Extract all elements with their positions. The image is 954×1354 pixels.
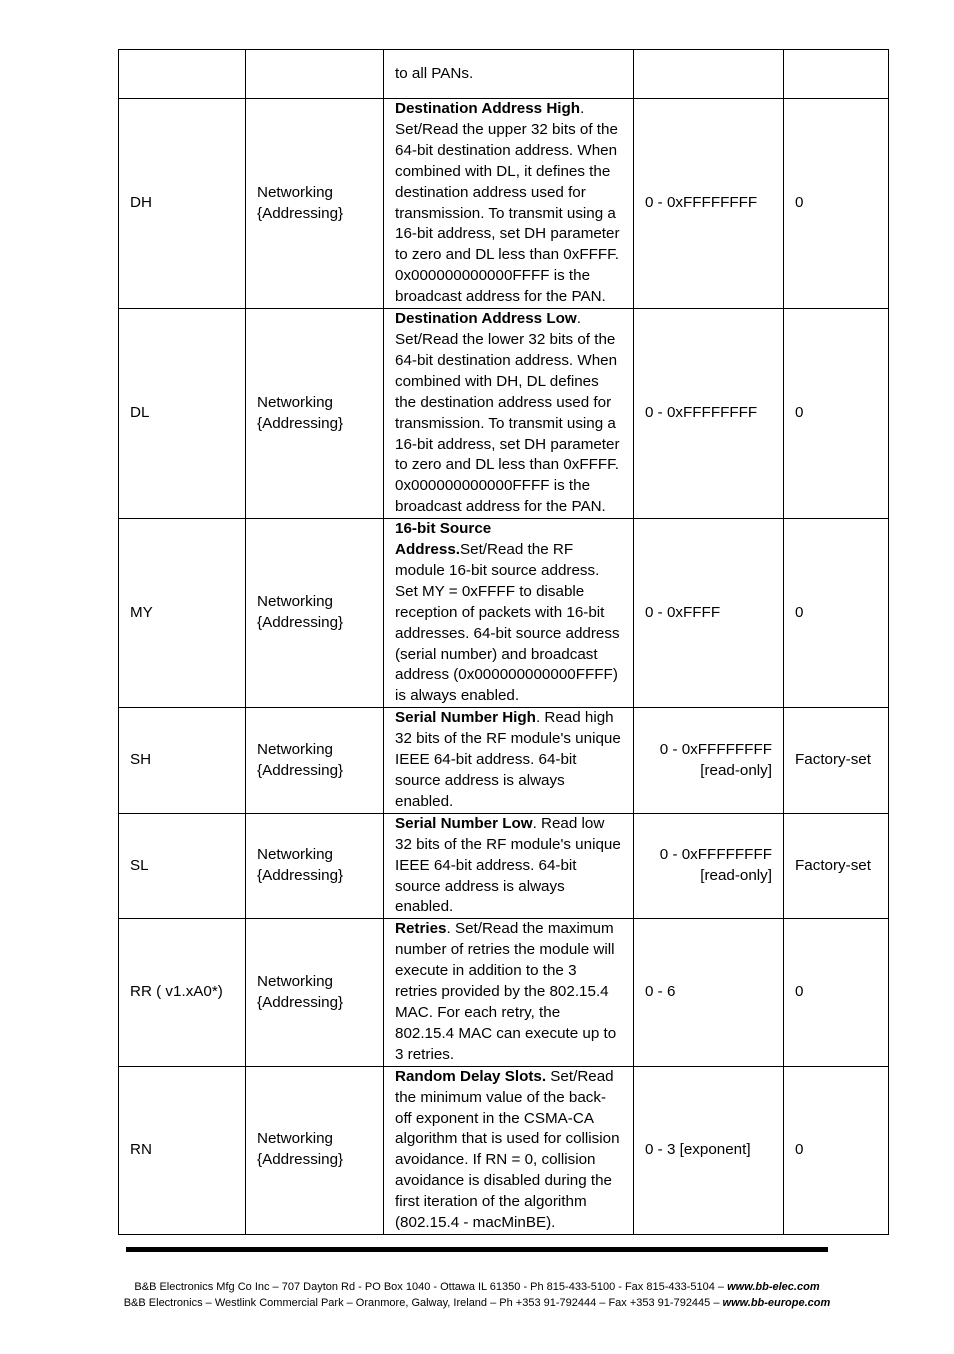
- description-cell: [384, 50, 634, 99]
- command-cell: SL: [119, 813, 246, 919]
- range-cell: [634, 708, 784, 814]
- parameter-table: [118, 49, 889, 1235]
- range-value: 0 - 0xFFFFFFFF: [645, 404, 758, 422]
- footer-line-europe: [0, 1297, 954, 1309]
- category-cell: Networking {Addressing}: [246, 919, 384, 1066]
- default-cell: 0: [784, 309, 889, 519]
- category-cell: Networking {Addressing}: [246, 519, 384, 708]
- command-cell: SH: [119, 708, 246, 814]
- range-value: 0 - 0xFFFF: [645, 603, 721, 621]
- range-cell: [634, 813, 784, 919]
- range-cell: [634, 1066, 784, 1234]
- description-cell: [384, 99, 634, 309]
- description-text: . Set/Read the upper 32 bits of the 64-bit destination address. When combined with DL, it defines the destination address used for transmission. To transmit using a 16-bit address, set DH parameter to zero and DL less than 0xFFFF. 0x000000000000FFFF is the broadcast address for the PAN.: [395, 100, 620, 306]
- range-cell: [634, 50, 784, 99]
- command-cell: RR ( v1.xA0*): [119, 919, 246, 1066]
- description-text: . Set/Read the maximum number of retries the module will execute in addition to the 3 retries provided by the 802.15.4 MAC. For each retry, the 802.15.4 MAC can execute up to 3 retries.: [395, 920, 617, 1063]
- description-text: . Read low 32 bits of the RF module's unique IEEE 64-bit address. 64-bit source address is always enabled.: [395, 814, 621, 916]
- category-cell: Networking {Addressing}: [246, 1066, 384, 1234]
- description-cell: [384, 1066, 634, 1234]
- description-text: . Read high 32 bits of the RF module's unique IEEE 64-bit address. 64-bit source address is always enabled.: [395, 709, 621, 810]
- description-cell: [384, 519, 634, 708]
- footer-europe-link[interactable]: www.bb-europe.com: [722, 1297, 831, 1309]
- category-cell: [246, 50, 384, 99]
- range-value: 0 - 3 [exponent]: [645, 1140, 751, 1158]
- category-cell: Networking {Addressing}: [246, 813, 384, 919]
- command-cell: DL: [119, 309, 246, 519]
- table-row: [119, 708, 889, 814]
- table-row: [119, 813, 889, 919]
- footer-us-link[interactable]: www.bb-elec.com: [727, 1281, 820, 1293]
- description-title: Random Delay Slots.: [395, 1067, 547, 1085]
- description-title: Retries: [395, 920, 447, 938]
- category-cell: Networking {Addressing}: [246, 708, 384, 814]
- description-cell: [384, 708, 634, 814]
- description-title: Serial Number Low: [395, 814, 533, 832]
- description-text: to all PANs.: [395, 64, 474, 82]
- table-row: [119, 99, 889, 309]
- range-value: 0 - 0xFFFFFFFF: [659, 846, 772, 864]
- description-text: Set/Read the RF module 16-bit source address. Set MY = 0xFFFF to disable reception of packets with 16-bit addresses. 64-bit source address (serial number) and broadcast address (0x000000000000FFFF) is always enabled.: [395, 541, 620, 705]
- category-cell: Networking {Addressing}: [246, 99, 384, 309]
- description-text: Set/Read the minimum value of the back-off exponent in the CSMA-CA algorithm that is used for collision avoidance. If RN = 0, collision avoidance is disabled during the first iteration of the algorithm (802.15.4 - macMinBE).: [395, 1067, 620, 1232]
- description-title: Destination Address High: [395, 100, 581, 117]
- command-cell: RN: [119, 1066, 246, 1234]
- table-row: [119, 919, 889, 1066]
- range-note: [read-only]: [700, 867, 772, 885]
- table-row: [119, 309, 889, 519]
- category-cell: Networking {Addressing}: [246, 309, 384, 519]
- footer-europe-address: B&B Electronics – Westlink Commercial Park – Oranmore, Galway, Ireland – Ph +353 91-792444 – Fax +353 91-792445 –: [123, 1297, 723, 1309]
- range-value: 0 - 0xFFFFFFFF: [645, 194, 758, 212]
- command-cell: DH: [119, 99, 246, 309]
- default-cell: 0: [784, 919, 889, 1066]
- description-title: Destination Address Low: [395, 310, 577, 328]
- description-cell: [384, 919, 634, 1066]
- range-cell: [634, 519, 784, 708]
- default-cell: 0: [784, 1066, 889, 1234]
- default-cell: 0: [784, 519, 889, 708]
- table-row: [119, 50, 889, 99]
- range-cell: [634, 309, 784, 519]
- default-cell: Factory-set: [784, 708, 889, 814]
- range-cell: [634, 919, 784, 1066]
- footer-divider: [126, 1247, 828, 1252]
- default-cell: [784, 50, 889, 99]
- description-cell: [384, 813, 634, 919]
- default-cell: Factory-set: [784, 813, 889, 919]
- description-cell: [384, 309, 634, 519]
- range-note: [read-only]: [700, 761, 772, 779]
- footer-line-us: [0, 1281, 954, 1293]
- command-cell: [119, 50, 246, 99]
- range-value: 0 - 0xFFFFFFFF: [659, 740, 772, 758]
- table-row: [119, 519, 889, 708]
- description-title: Serial Number High: [395, 709, 536, 727]
- description-text: . Set/Read the lower 32 bits of the 64-bit destination address. When combined with DH, DL defines the destination address used for transmission. To transmit using a 16-bit address, set DH parameter to zero and DL less than 0xFFFF. 0x000000000000FFFF is the broadcast address for the PAN.: [395, 310, 620, 516]
- table-row: [119, 1066, 889, 1234]
- range-cell: [634, 99, 784, 309]
- footer-us-address: B&B Electronics Mfg Co Inc – 707 Dayton Rd - PO Box 1040 - Ottawa IL 61350 - Ph 815-433-5100 - Fax 815-433-5104 –: [134, 1281, 728, 1293]
- description-title: 16-bit Source Address.: [395, 520, 492, 559]
- command-cell: MY: [119, 519, 246, 708]
- default-cell: 0: [784, 99, 889, 309]
- range-value: 0 - 6: [645, 983, 676, 1001]
